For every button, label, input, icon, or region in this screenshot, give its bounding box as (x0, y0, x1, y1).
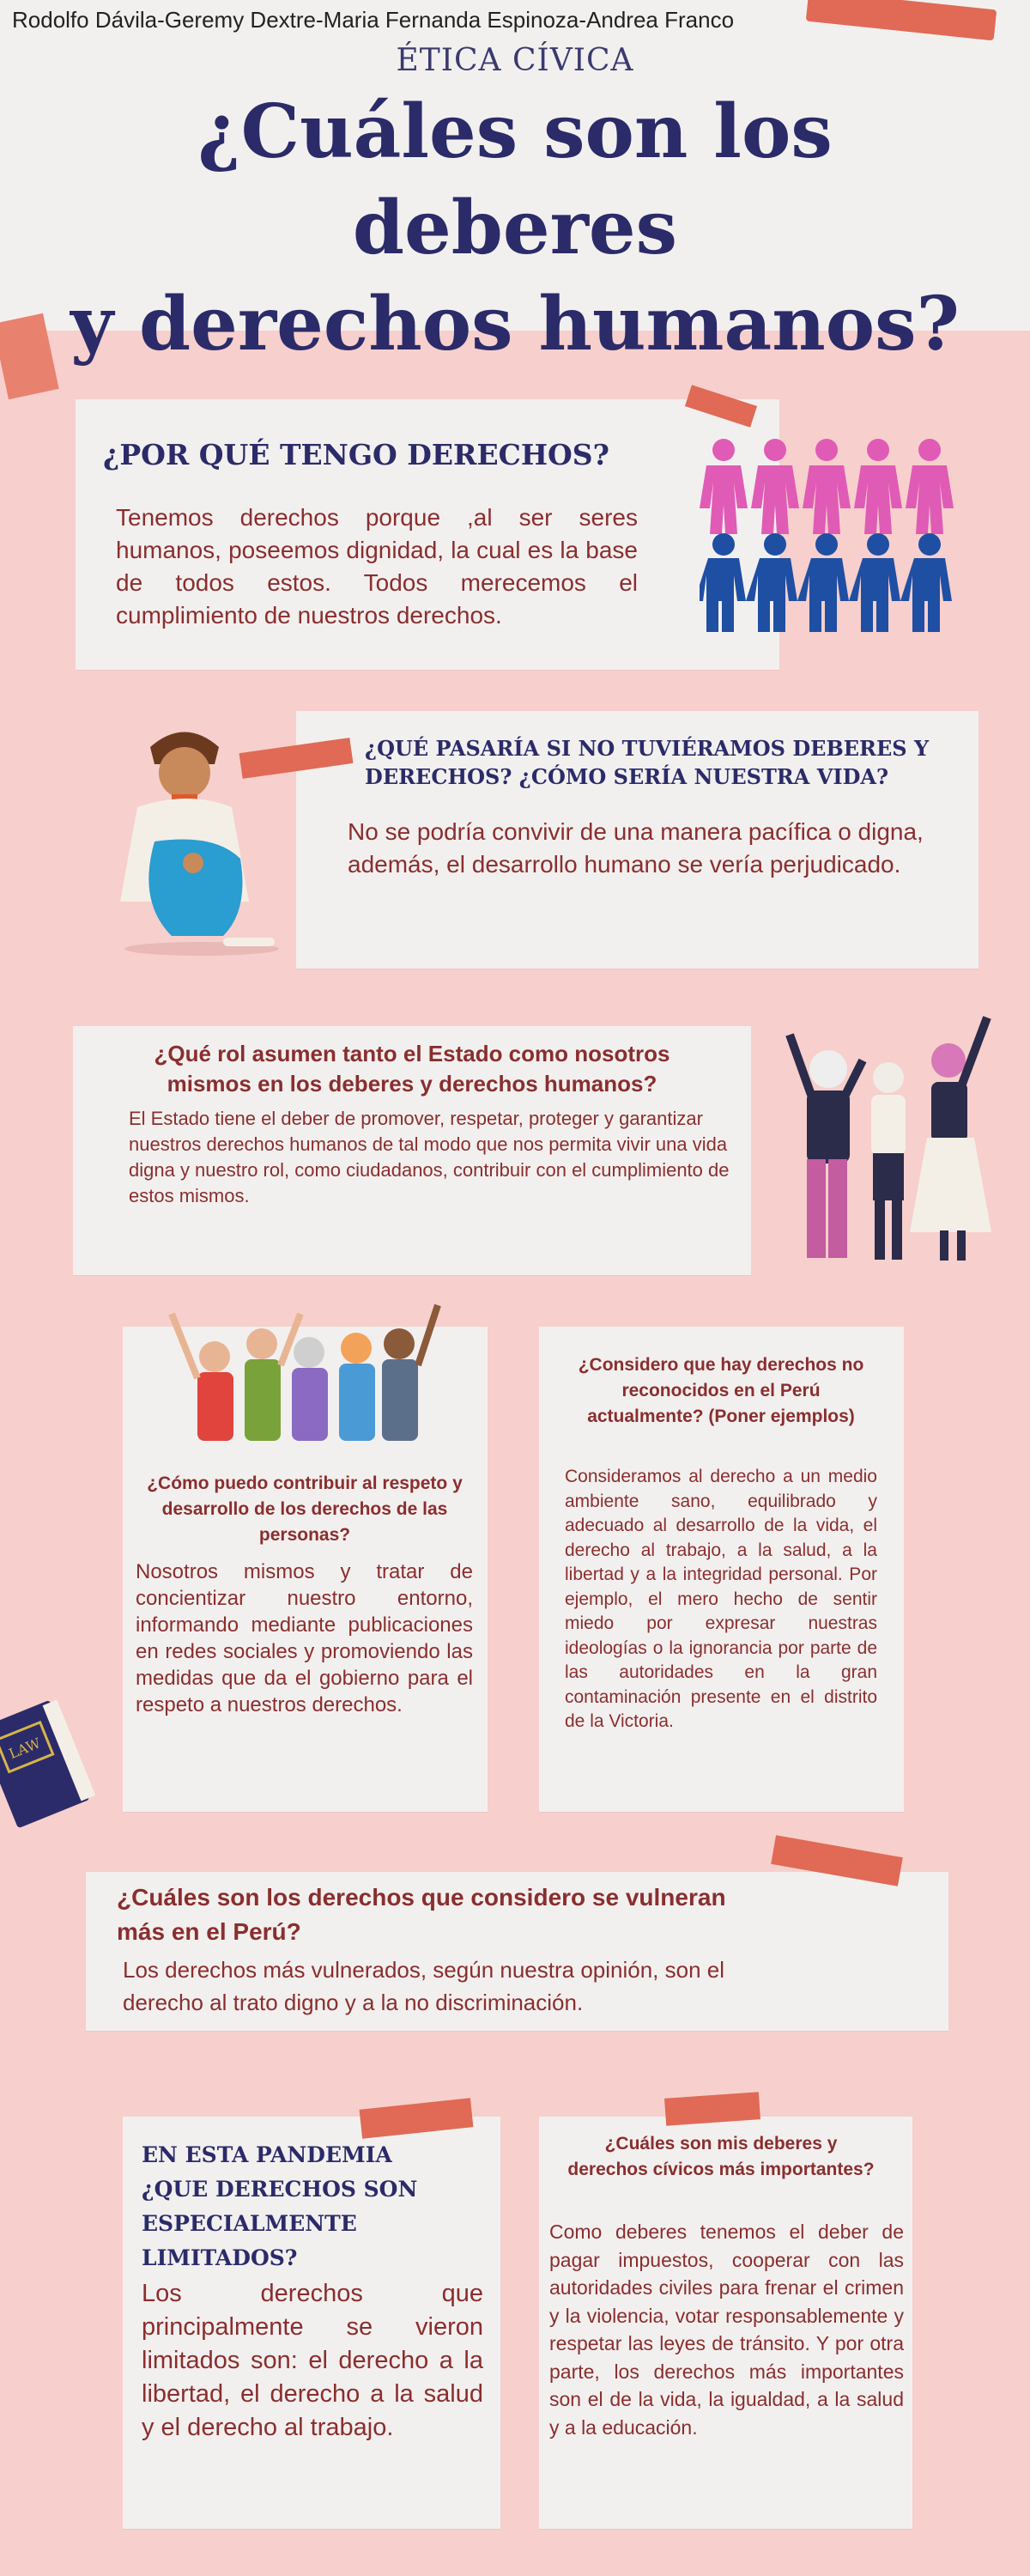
cheering-people-illustration (777, 1009, 1000, 1271)
authors: Rodolfo Dávila-Geremy Dextre-Maria Fernanda Espinoza-Andrea Franco (12, 7, 735, 33)
unrecognized-heading: ¿Considero que hay derechos no reconocidos en el Perú actualmente? (Poner ejemplos) (578, 1355, 864, 1426)
state-role-heading (82, 1039, 742, 1099)
state-role-heading-line-1: ¿Qué rol asumen tanto el Estado como nosotros (154, 1041, 670, 1066)
contribute-text: Nosotros mismos y tratar de concientizar nuestro entorno, informando mediante publicaciones en redes sociales y promoviendo las medidas que da el gobierno para el respeto a nuestros derechos. (136, 1560, 473, 1716)
duties-heading: ¿Cuáles son mis deberes y derechos cívicos más importantes? (567, 2134, 875, 2179)
book-label: LAW (6, 1735, 43, 1763)
what-if-heading-line-2: DERECHOS? ¿CÓMO SERÍA NUESTRA VIDA? (365, 764, 889, 789)
why-rights-heading: ¿POR QUÉ TENGO DERECHOS? (103, 438, 609, 471)
unrecognized-text: Consideramos al derecho a un medio ambiente sano, equilibrado y adecuado al desarrollo de la vida, el derecho al trabajo, a la salud, a la libertad y a la integridad personal. Por ejemplo, el mero hecho de sentir miedo por expresar nuestras ideologías o la ignorancia por parte de las autoridades en la gran contaminación presente en el distrito de la Victoria. (565, 1467, 877, 1731)
title-line-2: y derechos humanos? (70, 281, 960, 368)
page-title (52, 84, 978, 373)
state-role-heading-line-2: mismos en los deberes y derechos humanos? (167, 1071, 657, 1097)
violated-text: Los derechos más vulnerados, según nuestra opinión, son el derecho al trato digno y a la no discriminación. (123, 1957, 724, 2015)
pandemic-text: Los derechos que principalmente se vieron limitados son: el derecho a la libertad, el derecho a la salud y el derecho al trabajo. (142, 2280, 483, 2441)
what-if-text: No se podría convivir de una manera pacífica o digna, además, el desarrollo humano se vería perjudicado. (348, 818, 924, 878)
law-book-icon (0, 1691, 105, 1838)
duties-text: Como deberes tenemos el deber de pagar impuestos, cooperar con las autoridades civiles para frenar el crimen y la violencia, votar responsablemente y respetar las leyes de tránsito. Y por otra parte, los derechos más importantes son el de la vida, la igualdad, a la salud y a la educación. (549, 2221, 904, 2439)
title-line-1: ¿Cuáles son los deberes (197, 88, 833, 271)
people-figures-icon (700, 436, 966, 634)
violated-heading-line-1: ¿Cuáles son los derechos que considero se vulneran (117, 1884, 726, 1911)
what-if-heading-line-1: ¿QUÉ PASARÍA SI NO TUVIÉRAMOS DEBERES Y (365, 736, 930, 761)
why-rights-text: Tenemos derechos porque ,al ser seres humanos, poseemos dignidad, la cual es la base de todos estos. Todos merecemos el cumplimiento de nuestros derechos. (116, 504, 638, 629)
subject-label: ÉTICA CÍVICA (396, 43, 634, 78)
contribute-heading: ¿Cómo puedo contribuir al respeto y desarrollo de los derechos de las personas? (147, 1473, 463, 1545)
pandemic-heading: EN ESTA PANDEMIA ¿QUE DERECHOS SON ESPECIALMENTE LIMITADOS? (142, 2142, 418, 2270)
violated-heading-line-2: más en el Perú? (117, 1918, 301, 1945)
what-if-heading (365, 734, 966, 791)
group-people-illustration (163, 1297, 446, 1447)
violated-heading (117, 1880, 889, 1949)
state-role-text: El Estado tiene el deber de promover, respetar, proteger y garantizar nuestros derechos humanos de tal modo que nos permita vivir una vida digna y nuestro rol, como ciudadanos, contribuir con el cumplimiento de estos mismos. (129, 1108, 730, 1206)
